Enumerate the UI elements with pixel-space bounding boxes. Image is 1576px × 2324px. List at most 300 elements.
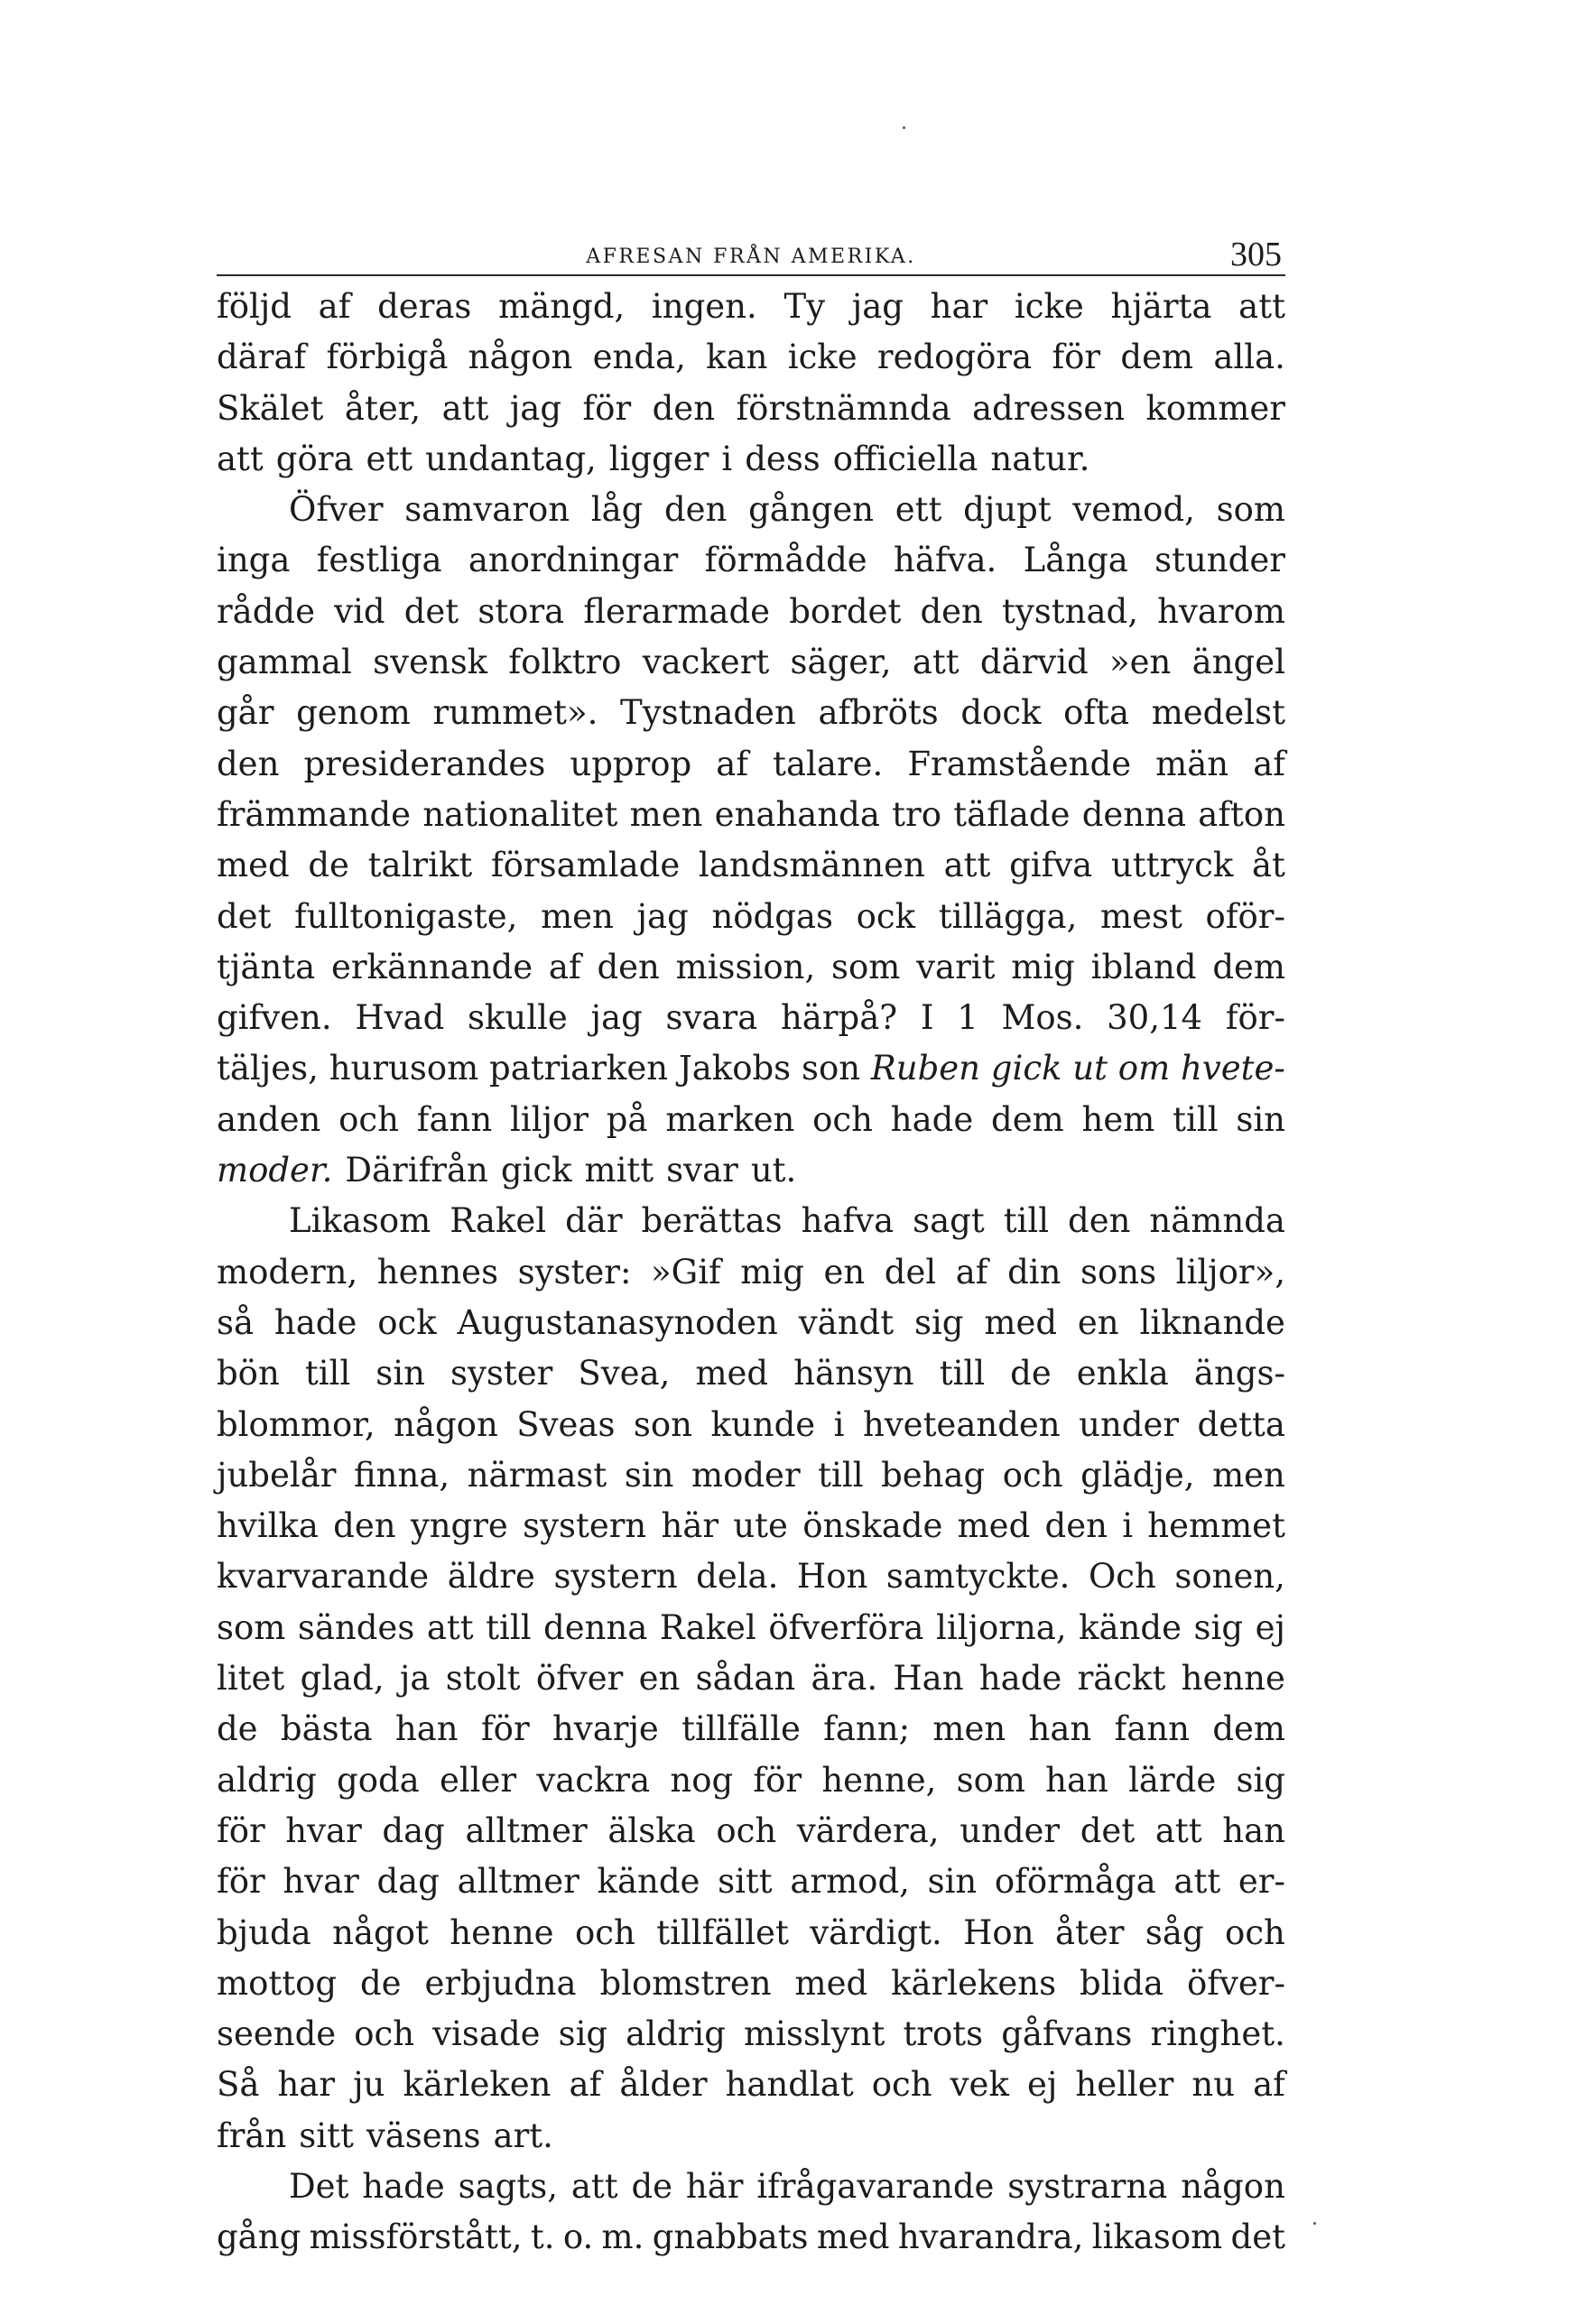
word: att: [426, 1607, 474, 1647]
text-line: [217, 1501, 1285, 1551]
word: mängd,: [498, 287, 626, 326]
word: här: [685, 2166, 744, 2206]
word: som: [217, 1607, 286, 1647]
word: det: [403, 591, 459, 631]
word: för: [582, 388, 632, 428]
word: tro: [892, 794, 941, 834]
word: till: [1173, 1099, 1219, 1139]
word: sig: [558, 2014, 608, 2054]
word: att: [217, 439, 264, 478]
text-line: [217, 1958, 1285, 2009]
word: ute: [733, 1506, 788, 1546]
word: tillfälle: [681, 1709, 801, 1749]
word: henne: [1181, 1659, 1285, 1699]
text-line: [217, 1603, 1285, 1653]
word: enda,: [592, 338, 686, 377]
word: 1: [957, 998, 978, 1038]
word: göra: [275, 439, 354, 478]
word: sitt: [718, 1862, 773, 1902]
word: hvarandra,: [897, 2218, 1084, 2257]
word: kommer: [1145, 388, 1285, 428]
word: fann;: [823, 1709, 911, 1749]
word: under: [1079, 1404, 1180, 1444]
word: ifrågavarande: [756, 2166, 995, 2206]
word: syster: [450, 1354, 553, 1393]
word: de: [359, 1963, 402, 2003]
word: fann: [416, 1099, 493, 1139]
word: Ruben: [870, 1049, 980, 1088]
word: ofta: [1063, 693, 1130, 733]
word: hvarom: [1157, 591, 1285, 631]
word: på: [606, 1099, 648, 1139]
word: »Gif: [651, 1252, 721, 1292]
word: Det: [289, 2166, 349, 2206]
word: dag: [382, 1810, 445, 1850]
word: åter,: [344, 388, 422, 428]
word: alla.: [1213, 338, 1285, 377]
word: den: [1068, 1201, 1131, 1241]
word: de: [308, 846, 349, 885]
word: Framstående: [907, 744, 1132, 783]
word: hade: [273, 1302, 357, 1342]
word: detta: [1197, 1404, 1285, 1444]
word: önskade: [802, 1506, 943, 1546]
word: bön: [217, 1354, 280, 1393]
word: hjärta: [1110, 287, 1212, 326]
word: stunder: [1154, 541, 1285, 580]
word: hveteanden: [862, 1404, 1061, 1444]
word: hvilka: [217, 1506, 319, 1546]
word: del: [884, 1252, 937, 1292]
word: Svea,: [578, 1354, 671, 1393]
word: för: [217, 1862, 265, 1902]
word: dag: [376, 1862, 440, 1902]
word: hvar: [285, 1810, 362, 1850]
word: henne: [450, 1912, 554, 1952]
word: hade: [890, 1099, 974, 1139]
word: stora: [477, 591, 565, 631]
word: kände: [597, 1862, 700, 1902]
word: inga: [217, 541, 291, 580]
word: svensk: [373, 643, 488, 682]
word: till: [486, 1607, 532, 1647]
word: att: [441, 388, 489, 428]
word: blida: [1080, 1963, 1164, 2003]
word: denna: [543, 1607, 648, 1647]
text-line: [217, 384, 1285, 434]
word: till: [304, 1354, 351, 1393]
word: går: [217, 693, 274, 733]
word: skulle: [468, 998, 568, 1038]
word: af: [569, 2065, 602, 2105]
word: 30,14: [1107, 998, 1203, 1038]
word: hade: [362, 2166, 445, 2206]
word: mottog: [217, 1963, 338, 2003]
word: yngre: [410, 1506, 508, 1546]
word: sitt: [299, 2116, 354, 2155]
word: marken: [665, 1099, 795, 1139]
word: afbröts: [818, 693, 939, 733]
word: Tystnaden: [620, 693, 796, 733]
word: den: [664, 490, 728, 530]
word: som: [831, 947, 901, 986]
word: deras: [377, 287, 472, 326]
word: redogöra: [876, 338, 1033, 377]
word: härpå?: [780, 998, 898, 1038]
word: gnabbats: [652, 2218, 809, 2257]
word: däraf: [217, 338, 307, 377]
word: för: [1052, 338, 1101, 377]
word: mitt: [584, 1151, 654, 1190]
word: festliga: [316, 541, 442, 580]
word: blomstren: [599, 1963, 772, 2003]
word: talrikt: [367, 846, 473, 885]
word: att: [943, 846, 991, 885]
word: din: [1007, 1252, 1061, 1292]
word: älska: [607, 1810, 696, 1850]
word: den: [597, 947, 660, 986]
word: låg: [590, 490, 644, 530]
word: jag: [851, 287, 904, 326]
word: alltmer: [465, 1810, 588, 1850]
word: svara: [665, 998, 758, 1038]
word: samvaron: [404, 490, 570, 530]
word: så: [217, 1302, 255, 1342]
word: fulltonigaste,: [294, 896, 518, 936]
word: af: [1253, 744, 1285, 783]
word: de: [1010, 1354, 1052, 1393]
text-line: [217, 434, 1285, 485]
word: dela.: [696, 1557, 779, 1597]
word: äldre: [447, 1557, 535, 1597]
word: sändes: [297, 1607, 415, 1647]
word: väsens: [366, 2116, 481, 2155]
word: där: [565, 1201, 623, 1241]
word: den: [1044, 1506, 1108, 1546]
word: Hon: [796, 1557, 868, 1597]
word: Långa: [1023, 541, 1128, 580]
word: officiella: [832, 439, 978, 478]
word: erkännande: [330, 947, 533, 986]
word: täflade: [953, 794, 1071, 834]
word: förbigå: [326, 338, 449, 377]
text-line: [217, 739, 1285, 790]
word: någon: [1181, 2166, 1285, 2206]
word: mig: [1011, 947, 1075, 986]
word: likasom: [1091, 2218, 1223, 2257]
word: »en: [1109, 643, 1172, 682]
word: räckt: [1077, 1659, 1166, 1699]
word: om: [1117, 1049, 1171, 1088]
word: den: [333, 1506, 396, 1546]
word: rådde: [217, 591, 316, 631]
word: liljor: [510, 1099, 589, 1139]
word: dem: [1120, 338, 1194, 377]
word: seende: [217, 2014, 337, 2054]
word: af: [1253, 2065, 1285, 2105]
word: sagt: [913, 1201, 985, 1241]
word: oförmåga: [994, 1862, 1156, 1902]
word: djupt: [963, 490, 1052, 530]
word: det: [217, 896, 272, 936]
word: sig: [1236, 1760, 1285, 1800]
word: åt: [1251, 846, 1285, 885]
word: i: [721, 439, 733, 478]
word: i: [833, 1404, 845, 1444]
word: icke: [1014, 287, 1084, 326]
word: varit: [916, 947, 996, 986]
word: liljor»,: [1175, 1252, 1285, 1292]
word: fann: [1114, 1709, 1190, 1749]
word: ej: [1026, 2065, 1058, 2105]
word: o.: [562, 2218, 594, 2257]
word: församlade: [490, 846, 681, 885]
word: gammal: [217, 643, 352, 682]
text-line: [217, 2162, 1285, 2212]
text-line: [217, 1043, 1285, 1094]
word: han: [1045, 1760, 1108, 1800]
word: dock: [960, 693, 1042, 733]
word: uttryck: [1110, 846, 1234, 885]
word: sin: [927, 1862, 978, 1902]
word: adressen: [972, 388, 1126, 428]
text-line: [217, 942, 1285, 993]
word: armod,: [790, 1862, 910, 1902]
word: enkla: [1076, 1354, 1169, 1393]
word: jag: [509, 388, 562, 428]
word: säger,: [790, 643, 892, 682]
word: systern: [553, 1557, 678, 1597]
word: med: [217, 846, 290, 885]
text-line: [217, 840, 1285, 891]
text-line: [217, 1755, 1285, 1806]
word: häfva.: [894, 541, 997, 580]
word: bordet: [789, 591, 902, 631]
word: liljorna,: [936, 1607, 1067, 1647]
word: täljes,: [217, 1049, 319, 1088]
word: af: [548, 947, 581, 986]
word: af: [318, 287, 351, 326]
word: hafva: [801, 1201, 895, 1241]
word: som: [1216, 490, 1285, 530]
word: Öfver: [289, 490, 384, 530]
word: moder: [691, 1455, 801, 1495]
word: för: [480, 1709, 530, 1749]
word: moder.: [217, 1151, 333, 1190]
text-line: [217, 1806, 1285, 1856]
word: under: [960, 1810, 1061, 1850]
word: sådan: [695, 1659, 796, 1699]
text-line: [217, 535, 1285, 586]
word: aldrig: [217, 1760, 317, 1800]
word: män: [1155, 744, 1229, 783]
body-text: [217, 282, 1285, 2264]
word: aldrig: [626, 2014, 726, 2054]
word: patriarken: [489, 1049, 669, 1088]
text-line: [217, 892, 1285, 942]
word: för: [217, 1810, 265, 1850]
word: son: [801, 1049, 861, 1088]
word: mission,: [675, 947, 816, 986]
word: det: [1080, 1810, 1136, 1850]
word: har: [930, 287, 988, 326]
word: något: [332, 1912, 429, 1952]
word: tillägga,: [938, 896, 1078, 936]
word: ett: [895, 490, 942, 530]
word: men: [541, 896, 614, 936]
word: med: [794, 1963, 868, 2003]
word: Så: [217, 2065, 260, 2105]
word: och: [716, 1810, 777, 1850]
word: de: [631, 2166, 673, 2206]
word: flerarmade: [583, 591, 771, 631]
word: närmast: [467, 1455, 607, 1495]
word: en: [1077, 1302, 1119, 1342]
word: icke: [787, 338, 858, 377]
word: denna: [1081, 794, 1187, 834]
word: Jakobs: [678, 1049, 792, 1088]
word: vid: [334, 591, 385, 631]
word: till: [939, 1354, 986, 1393]
word: hem: [1081, 1099, 1155, 1139]
text-line: [217, 688, 1285, 738]
word: att: [570, 2166, 618, 2206]
word: sin: [624, 1455, 674, 1495]
word: erbjudna: [424, 1963, 577, 2003]
word: ligger: [608, 439, 709, 478]
word: m.: [601, 2218, 644, 2257]
word: hemmet: [1147, 1506, 1285, 1546]
word: följd: [217, 287, 292, 326]
word: gången: [748, 490, 875, 530]
word: af: [955, 1252, 988, 1292]
word: syster:: [517, 1252, 632, 1292]
word: ju: [353, 2065, 385, 2105]
word: alltmer: [457, 1862, 579, 1902]
text-line: [217, 1298, 1285, 1348]
page-header: [217, 229, 1285, 276]
word: hvar: [283, 1862, 359, 1902]
word: Han: [893, 1659, 964, 1699]
word: kärlekens: [891, 1963, 1057, 2003]
word: Skälet: [217, 388, 324, 428]
word: gång: [217, 2218, 301, 2257]
word: hennes: [376, 1252, 499, 1292]
text-line: [217, 2060, 1285, 2110]
word: ock: [377, 1302, 437, 1342]
word: afton: [1198, 794, 1285, 834]
word: sig: [913, 1302, 964, 1342]
word: oför-: [1205, 896, 1285, 936]
word: därvid: [979, 643, 1089, 682]
word: medelst: [1151, 693, 1285, 733]
word: ett: [366, 439, 413, 478]
word: Därifrån: [345, 1151, 488, 1190]
text-line: [217, 332, 1285, 383]
text-line: [217, 1196, 1285, 1246]
word: kan: [706, 338, 768, 377]
word: sagts,: [458, 2166, 558, 2206]
text-line: [217, 587, 1285, 637]
word: såg: [1145, 1912, 1204, 1952]
text-line: [217, 282, 1285, 332]
word: kvarvarande: [217, 1557, 430, 1597]
word: och: [354, 2014, 415, 2054]
word: ut: [1072, 1049, 1108, 1088]
word: vemod,: [1072, 490, 1195, 530]
word: ängs-: [1193, 1354, 1285, 1393]
word: stolt: [445, 1659, 521, 1699]
word: till: [1003, 1201, 1050, 1241]
word: son: [633, 1404, 693, 1444]
word: rummet».: [432, 693, 598, 733]
word: med: [957, 1506, 1031, 1546]
word: jag: [636, 896, 689, 936]
word: tystnad,: [1002, 591, 1138, 631]
word: att: [912, 643, 960, 682]
word: för: [753, 1760, 802, 1800]
running-title: AFRESAN FRÅN AMERIKA.: [586, 245, 916, 268]
word: Sveas: [516, 1404, 616, 1444]
text-line: [217, 2212, 1285, 2263]
word: kunde: [710, 1404, 816, 1444]
word: mig: [740, 1252, 804, 1292]
word: tjänta: [217, 947, 316, 986]
word: trots: [903, 2014, 984, 2054]
word: ålder: [619, 2065, 708, 2105]
word: hurusom: [329, 1049, 479, 1088]
word: Rakel: [659, 1607, 756, 1647]
word: presiderandes: [303, 744, 546, 783]
word: med: [984, 1302, 1058, 1342]
word: bjuda: [217, 1912, 311, 1952]
word: ringhet.: [1150, 2014, 1285, 2054]
word: till: [818, 1455, 864, 1495]
word: förmådde: [704, 541, 867, 580]
word: bästa: [280, 1709, 373, 1749]
word: han: [1222, 1810, 1285, 1850]
word: visade: [432, 2014, 541, 2054]
word: vackra: [536, 1760, 651, 1800]
word: missförstått,: [309, 2218, 523, 2257]
word: öfverföra: [768, 1607, 924, 1647]
text-line: [217, 1400, 1285, 1450]
word: af: [716, 744, 749, 783]
word: sin: [375, 1354, 425, 1393]
word: sons: [1080, 1252, 1157, 1292]
word: heller: [1075, 2065, 1174, 2105]
word: men: [1212, 1455, 1285, 1495]
word: det: [1230, 2218, 1285, 2257]
word: förstnämnda: [736, 388, 951, 428]
word: en: [823, 1252, 866, 1292]
word: sin: [1236, 1099, 1285, 1139]
text-line: [217, 993, 1285, 1043]
text-line: [217, 1856, 1285, 1907]
word: Hon: [963, 1912, 1034, 1952]
word: berättas: [641, 1201, 783, 1241]
word: dem: [1212, 947, 1285, 986]
word: enahanda: [714, 794, 880, 834]
word: talare.: [773, 744, 884, 783]
word: svar: [666, 1151, 738, 1190]
word: ej: [1255, 1607, 1285, 1647]
text-line: [217, 1704, 1285, 1755]
word: Hvad: [355, 998, 445, 1038]
word: ingen.: [651, 287, 757, 326]
word: med: [816, 2218, 890, 2257]
word: mest: [1100, 896, 1182, 936]
